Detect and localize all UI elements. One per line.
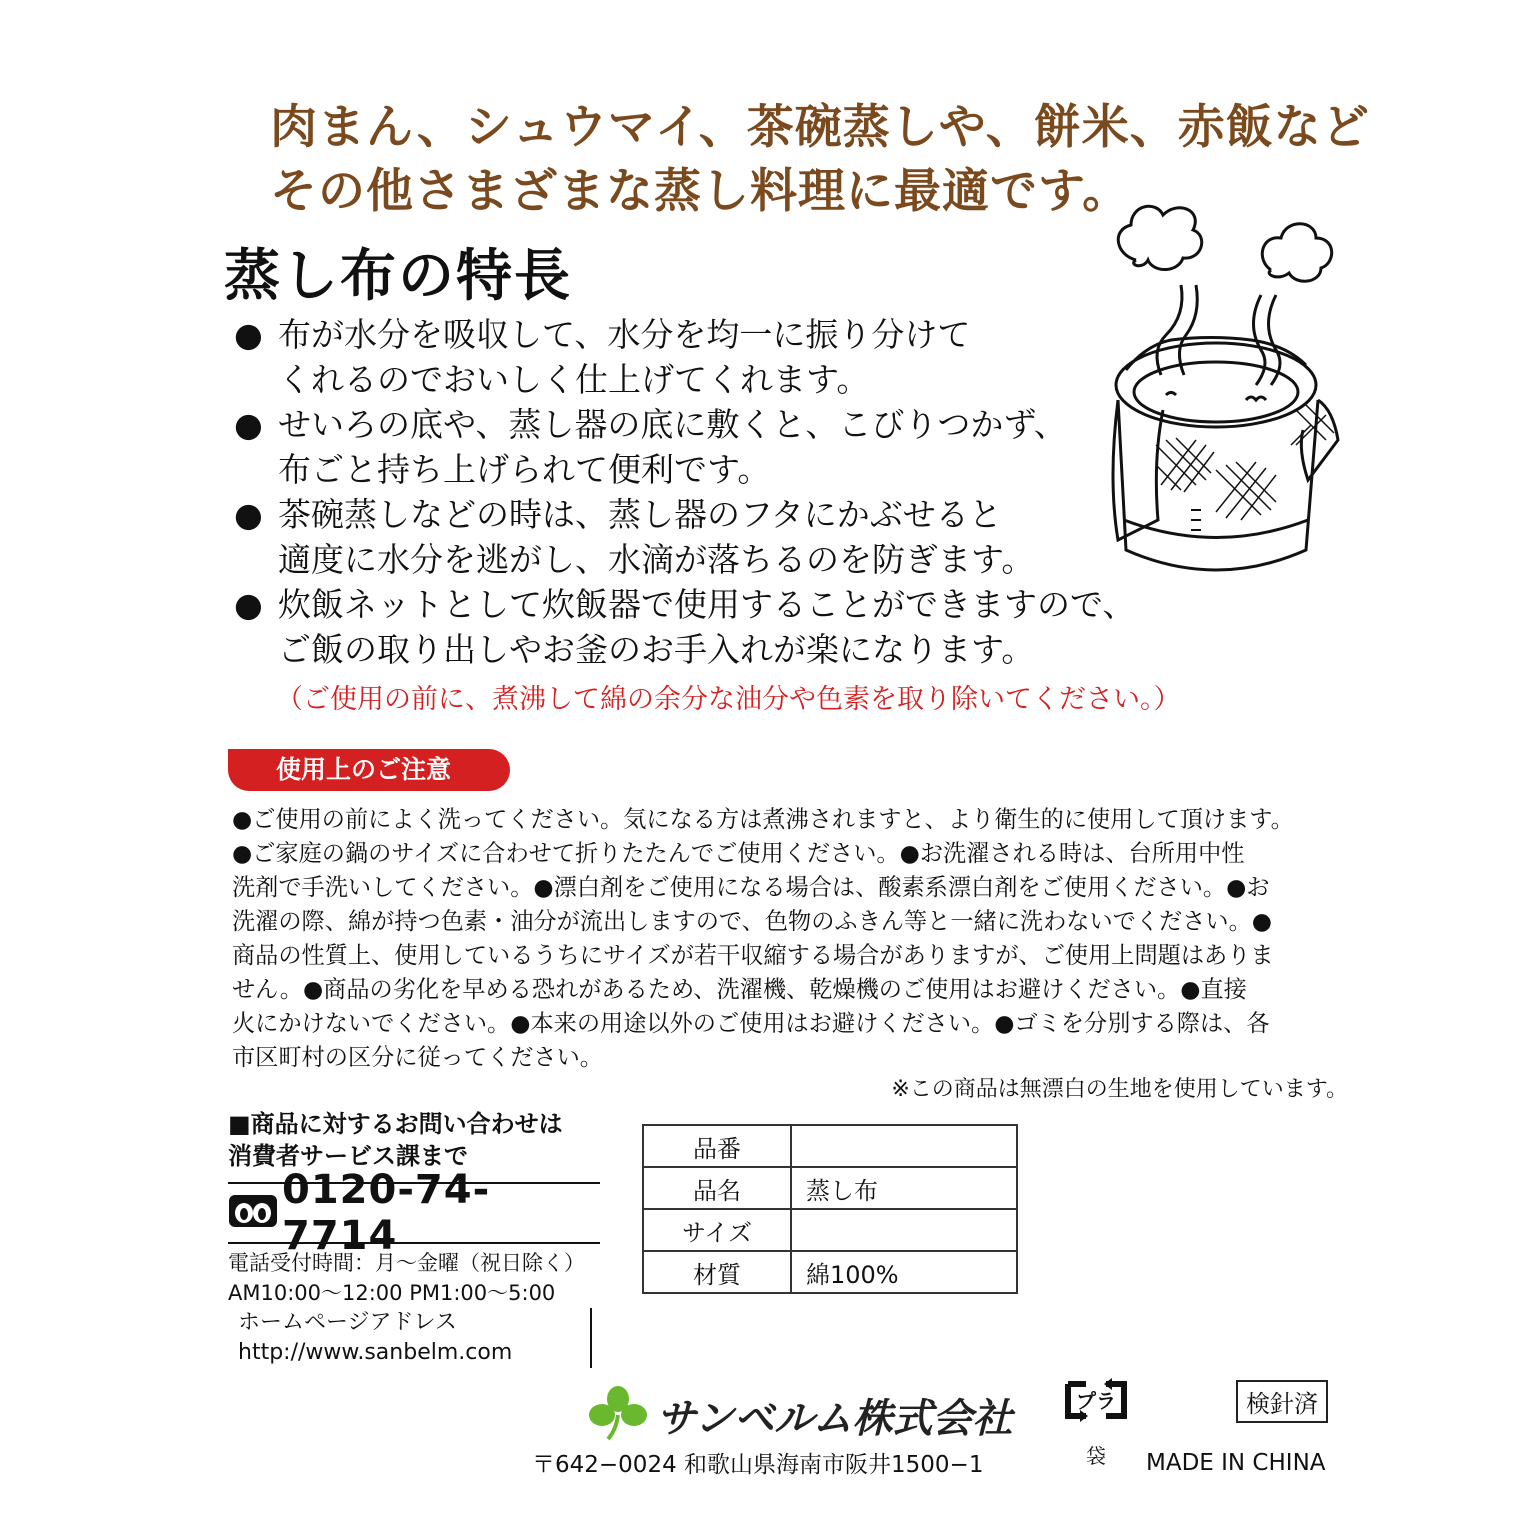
homepage-url[interactable]: http://www.sanbelm.com: [238, 1340, 513, 1365]
homepage-box: [228, 1308, 592, 1368]
recycle-mark-text: プラ: [1076, 1389, 1116, 1413]
free-dial-icon: [228, 1194, 278, 1232]
caution-line: 市区町村の区分に従ってください。: [232, 1044, 603, 1071]
spec-key: 材質: [643, 1251, 791, 1293]
table-row: [643, 1125, 1017, 1167]
headline-line-1: 肉まん、シュウマイ、茶碗蒸しや、餅米、赤飯など: [270, 100, 1370, 155]
bullet-icon: ●: [234, 315, 263, 354]
caution-line: 商品の性質上、使用しているうちにサイズが若干収縮する場合がありますが、ご使用上問題はありま: [232, 942, 1274, 969]
phone-row: [228, 1167, 600, 1259]
caution-line: ●ご家庭の鍋のサイズに合わせて折りたたんでご使用ください。●お洗濯される時は、台所用中性: [232, 840, 1245, 867]
company-address: 〒642−0024 和歌山県海南市阪井1500−1: [532, 1452, 984, 1478]
bullet-icon: ●: [234, 405, 263, 444]
feature-text: くれるのでおいしく仕上げてくれます。: [278, 360, 870, 399]
caution-body: [232, 803, 1352, 1075]
caution-line: せん。●商品の劣化を早める恐れがあるため、洗濯機、乾燥機のご使用はお避けください。●直接: [232, 976, 1247, 1003]
contact-heading: ■商品に対するお問い合わせは: [228, 1110, 563, 1138]
spec-value: 蒸し布: [791, 1167, 1017, 1209]
feature-text: ご飯の取り出しやお釜のお手入れが楽になります。: [278, 630, 1035, 669]
caution-title-badge: 使用上のご注意: [228, 749, 510, 791]
spec-key: 品名: [643, 1167, 791, 1209]
table-row: [643, 1167, 1017, 1209]
feature-text: 布ごと持ち上げられて便利です。: [278, 450, 771, 489]
steamer-with-cloth-illustration: [1096, 200, 1346, 594]
bullet-icon: ●: [234, 585, 263, 624]
hours-times: AM10:00～12:00 PM1:00～5:00: [228, 1281, 556, 1305]
feature-text: 適度に水分を逃がし、水滴が落ちるのを防ぎます。: [278, 540, 1035, 579]
company-logo: [588, 1385, 1012, 1445]
phone-number[interactable]: 0120-74-7714: [282, 1167, 491, 1259]
pre-use-note: （ご使用の前に、煮沸して綿の余分な油分や色素を取り除いてください。）: [276, 684, 1181, 715]
unbleached-note: ※この商品は無漂白の生地を使用しています。: [891, 1077, 1348, 1102]
contact-department: 消費者サービス課まで: [228, 1142, 468, 1170]
feature-text: 布が水分を吸収して、水分を均一に振り分けて: [278, 315, 971, 354]
spec-key: サイズ: [643, 1209, 791, 1251]
hours-line: 電話受付時間：月～金曜（祝日除く）: [228, 1251, 585, 1275]
feature-item: [234, 312, 1134, 402]
homepage-label: ホームページアドレス: [238, 1310, 457, 1335]
features-title: 蒸し布の特長: [224, 244, 572, 309]
feature-item: [234, 402, 1134, 492]
feature-item: [234, 492, 1134, 582]
caution-line: 火にかけないでください。●本来の用途以外のご使用はお避けください。●ゴミを分別する際は、各: [232, 1010, 1270, 1037]
feature-text: 茶碗蒸しなどの時は、蒸し器のフタにかぶせると: [278, 495, 1002, 534]
feature-text: 炊飯ネットとして炊飯器で使用することができますので、: [278, 585, 1136, 624]
contact-block: [228, 1108, 600, 1368]
clover-logo-icon: [588, 1385, 648, 1445]
plastic-recycle-icon: [1058, 1389, 1134, 1434]
caution-line: 洗剤で手洗いしてください。●漂白剤をご使用になる場合は、酸素系漂白剤をご使用ください。●お: [232, 874, 1270, 901]
made-in-label: MADE IN CHINA: [1146, 1450, 1326, 1476]
recycle-mark: [1056, 1370, 1136, 1469]
recycle-label: 袋: [1086, 1444, 1106, 1468]
spec-value: [791, 1209, 1017, 1251]
spec-value: 綿100%: [791, 1251, 1017, 1293]
feature-text: せいろの底や、蒸し器の底に敷くと、こびりつかず、: [278, 405, 1067, 444]
table-row: [643, 1251, 1017, 1293]
caution-line: 洗濯の際、綿が持つ色素・油分が流出しますので、色物のふきん等と一緒に洗わないでください。●: [232, 908, 1273, 935]
company-name: サンベルム株式会社: [656, 1395, 1013, 1442]
spec-key: 品番: [643, 1125, 791, 1167]
features-list: [234, 312, 1134, 672]
headline-line-2: その他さまざまな蒸し料理に最適です。: [270, 164, 1131, 219]
spec-table: [642, 1124, 1018, 1294]
bullet-icon: ●: [234, 495, 263, 534]
needle-inspected-badge: 検針済: [1236, 1380, 1328, 1423]
spec-value: [791, 1125, 1017, 1167]
table-row: [643, 1209, 1017, 1251]
caution-line: ●ご使用の前によく洗ってください。気になる方は煮沸されますと、より衛生的に使用して頂けます。: [232, 806, 1294, 833]
feature-item: [234, 582, 1134, 672]
